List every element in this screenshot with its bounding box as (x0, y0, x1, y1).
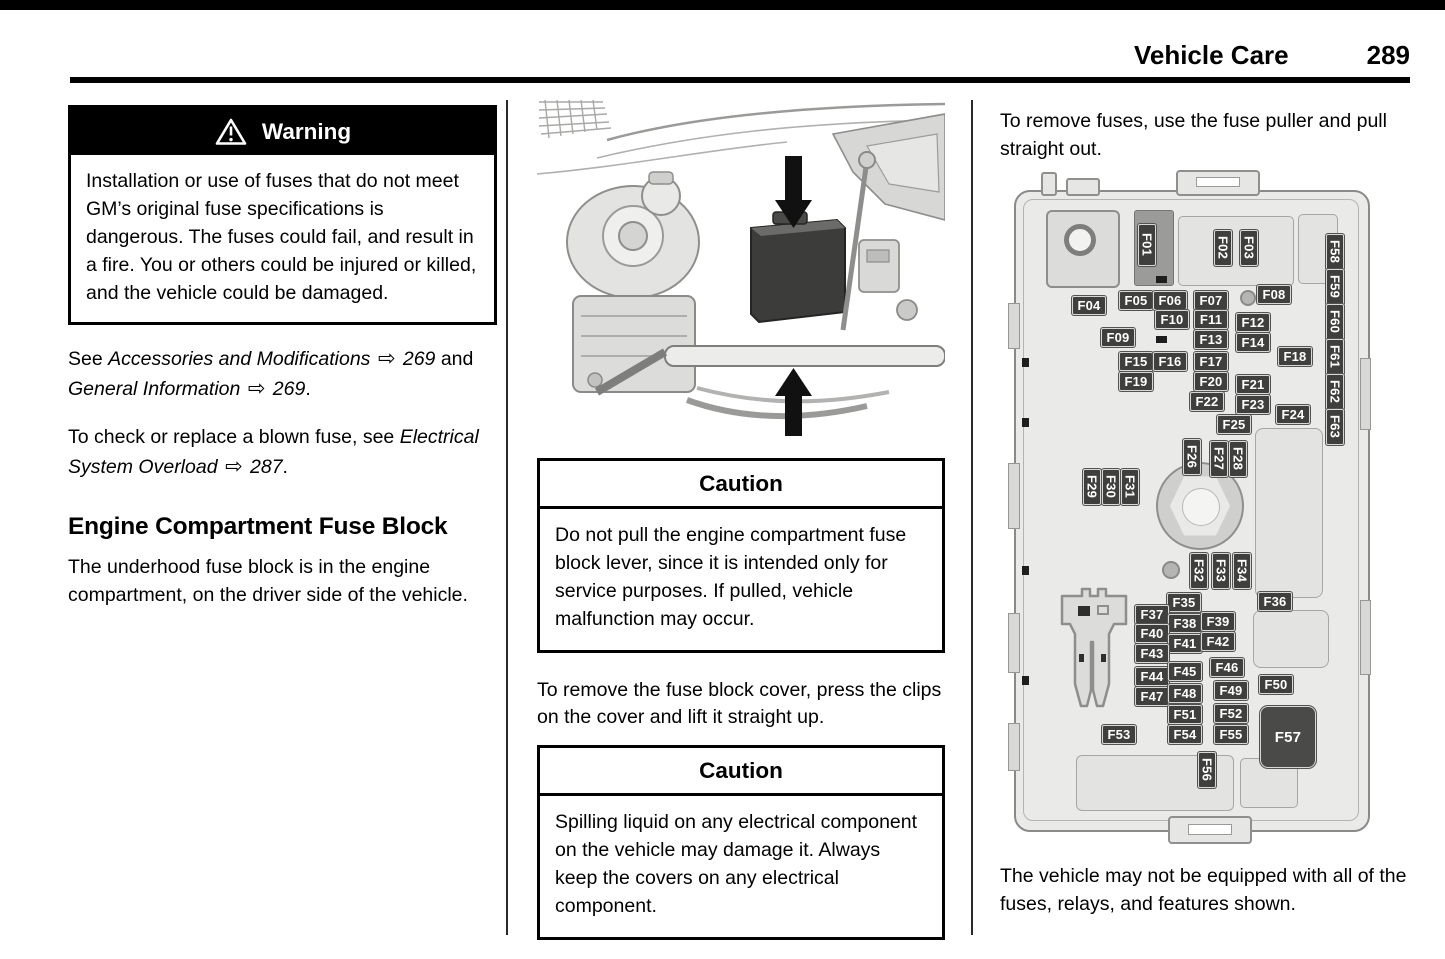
fuse-label-f05: F05 (1119, 291, 1153, 310)
fuse-label-f52: F52 (1214, 704, 1248, 723)
fuse-label-f37: F37 (1135, 605, 1169, 624)
caution-box-2 (537, 745, 945, 940)
caution-box-2-title: Caution (540, 748, 942, 796)
column-divider-right (971, 100, 973, 935)
fuse-label-f46: F46 (1210, 658, 1244, 677)
text-segment: Accessories and Modifications (108, 348, 371, 371)
fuse-label-f32: F32 (1190, 553, 1208, 589)
text-segment: See (68, 348, 109, 371)
fuse-label-f17: F17 (1194, 352, 1228, 371)
page-header (70, 40, 1410, 71)
fuse-label-f54: F54 (1168, 725, 1202, 744)
fuse-label-f35: F35 (1167, 593, 1201, 612)
cover-removal-text: To remove the fuse block cover, press the clips on the cover and lift it straight up. (537, 678, 942, 729)
fuse-label-f40: F40 (1135, 624, 1169, 643)
fuse-label-f61: F61 (1326, 339, 1344, 375)
text-segment (240, 378, 245, 400)
fuse-label-f63: F63 (1326, 409, 1344, 445)
fuse-label-f27: F27 (1210, 441, 1228, 477)
fuse-label-f45: F45 (1168, 662, 1202, 681)
fuse-label-f59: F59 (1326, 269, 1344, 305)
fuse-label-f06: F06 (1153, 291, 1187, 310)
text-segment: . (282, 455, 288, 478)
header-rule (70, 77, 1410, 83)
text-segment: . (305, 378, 311, 401)
fuse-label-f33: F33 (1212, 553, 1230, 589)
caution-box-1 (537, 458, 945, 653)
page-top-rule (0, 0, 1445, 10)
fuse-label-f50: F50 (1259, 675, 1293, 694)
fuse-label-f07: F07 (1194, 291, 1228, 310)
fuse-label-f43: F43 (1135, 644, 1169, 663)
cross-reference-see-also (68, 344, 497, 404)
warning-box-body: Installation or use of fuses that do not meet GM’s original fuse specifications is dangerous. The fuses could fail, and result in a fire. You or others could be injured or killed, and the vehicle could be damaged. (86, 170, 477, 304)
fuse-label-f53: F53 (1102, 725, 1136, 744)
text-segment: 269 (267, 378, 306, 401)
fuse-label-f26: F26 (1183, 439, 1201, 475)
fuse-label-f57: F57 (1260, 706, 1316, 768)
fuse-label-f09: F09 (1101, 328, 1135, 347)
fuse-label-f20: F20 (1194, 372, 1228, 391)
fuse-label-f56: F56 (1198, 752, 1216, 788)
fuse-label-f10: F10 (1155, 310, 1189, 329)
fuse-label-f13: F13 (1194, 330, 1228, 349)
fuse-label-f28: F28 (1229, 441, 1247, 477)
fuse-label-f15: F15 (1119, 352, 1153, 371)
fuse-label-f34: F34 (1233, 553, 1251, 589)
fuse-label-f47: F47 (1135, 687, 1169, 706)
section-heading: Engine Compartment Fuse Block (68, 512, 448, 540)
middle-column (537, 100, 945, 940)
text-segment: 287 (244, 455, 283, 478)
page-number: 289 (1366, 40, 1410, 70)
section-body: The underhood fuse block is in the engine compartment, on the driver side of the vehicle. (68, 555, 468, 606)
reference-arrow-icon: ⇨ (377, 347, 396, 371)
fuse-label-f11: F11 (1194, 310, 1228, 329)
fuse-label-f22: F22 (1190, 392, 1224, 411)
fuse-label-f12: F12 (1236, 313, 1270, 332)
fuse-label-f02: F02 (1214, 230, 1232, 266)
fuse-label-f38: F38 (1168, 614, 1202, 633)
cross-reference-check-fuse (68, 424, 497, 482)
caution-box-1-body: Do not pull the engine compartment fuse block lever, since it is intended only for service purposes. If pulled, vehicle malfunction may occur. (555, 524, 907, 630)
fuse-label-f03: F03 (1240, 230, 1258, 266)
text-segment: To check or replace a blown fuse, see (68, 425, 400, 448)
fuse-label-f62: F62 (1326, 374, 1344, 410)
left-column (68, 105, 497, 629)
fuse-label-f24: F24 (1276, 405, 1310, 424)
fuse-label-f49: F49 (1214, 681, 1248, 700)
reference-arrow-icon: ⇨ (224, 454, 243, 478)
fuse-label-f04: F04 (1072, 296, 1106, 315)
text-segment: Electrical System Overload (68, 425, 479, 478)
fuse-label-f42: F42 (1201, 632, 1235, 651)
warning-box-title: Warning (261, 119, 352, 144)
fuse-puller-text: To remove fuses, use the fuse puller and pull straight out. (1000, 110, 1387, 160)
fuse-label-f36: F36 (1258, 592, 1292, 611)
text-segment: 269 (397, 348, 436, 371)
fuse-label-f23: F23 (1236, 395, 1270, 414)
equipment-note-text: The vehicle may not be equipped with all of the fuses, relays, and features shown. (1000, 865, 1407, 915)
fuse-label-f60: F60 (1326, 304, 1344, 340)
text-segment: General Information (68, 378, 241, 401)
right-column (1000, 108, 1412, 948)
text-segment: and (435, 348, 474, 371)
fuse-label-f08: F08 (1257, 285, 1291, 304)
caution-box-1-title: Caution (540, 461, 942, 509)
fuse-label-f44: F44 (1135, 667, 1169, 686)
fuse-label-f01: F01 (1138, 224, 1156, 266)
column-divider-left (506, 100, 508, 935)
fuse-label-f16: F16 (1153, 352, 1187, 371)
fuse-label-f51: F51 (1168, 705, 1202, 724)
fuse-label-f14: F14 (1236, 333, 1270, 352)
engine-compartment-illustration (537, 100, 945, 440)
fuse-label-f21: F21 (1236, 375, 1270, 394)
fuse-label-f55: F55 (1214, 725, 1248, 744)
section-title: Vehicle Care (1133, 40, 1289, 70)
fuse-block-diagram (1008, 168, 1376, 858)
fuse-label-f31: F31 (1121, 469, 1139, 505)
fuse-label-f48: F48 (1168, 684, 1202, 703)
fuse-label-f39: F39 (1201, 612, 1235, 631)
reference-arrow-icon: ⇨ (247, 377, 266, 401)
fuse-label-f18: F18 (1278, 347, 1312, 366)
warning-box-header (71, 108, 494, 155)
fuse-label-f25: F25 (1217, 415, 1251, 434)
fuse-label-f29: F29 (1083, 469, 1101, 505)
warning-triangle-icon (214, 117, 248, 147)
fuse-label-f41: F41 (1168, 634, 1202, 653)
warning-box (68, 105, 497, 325)
fuse-diagram-labels (1008, 168, 1376, 858)
fuse-label-f58: F58 (1326, 234, 1344, 270)
fuse-label-f19: F19 (1119, 372, 1153, 391)
caution-box-2-body: Spilling liquid on any electrical component on the vehicle may damage it. Always keep the covers on any electrical component. (555, 811, 918, 917)
fuse-label-f30: F30 (1102, 469, 1120, 505)
